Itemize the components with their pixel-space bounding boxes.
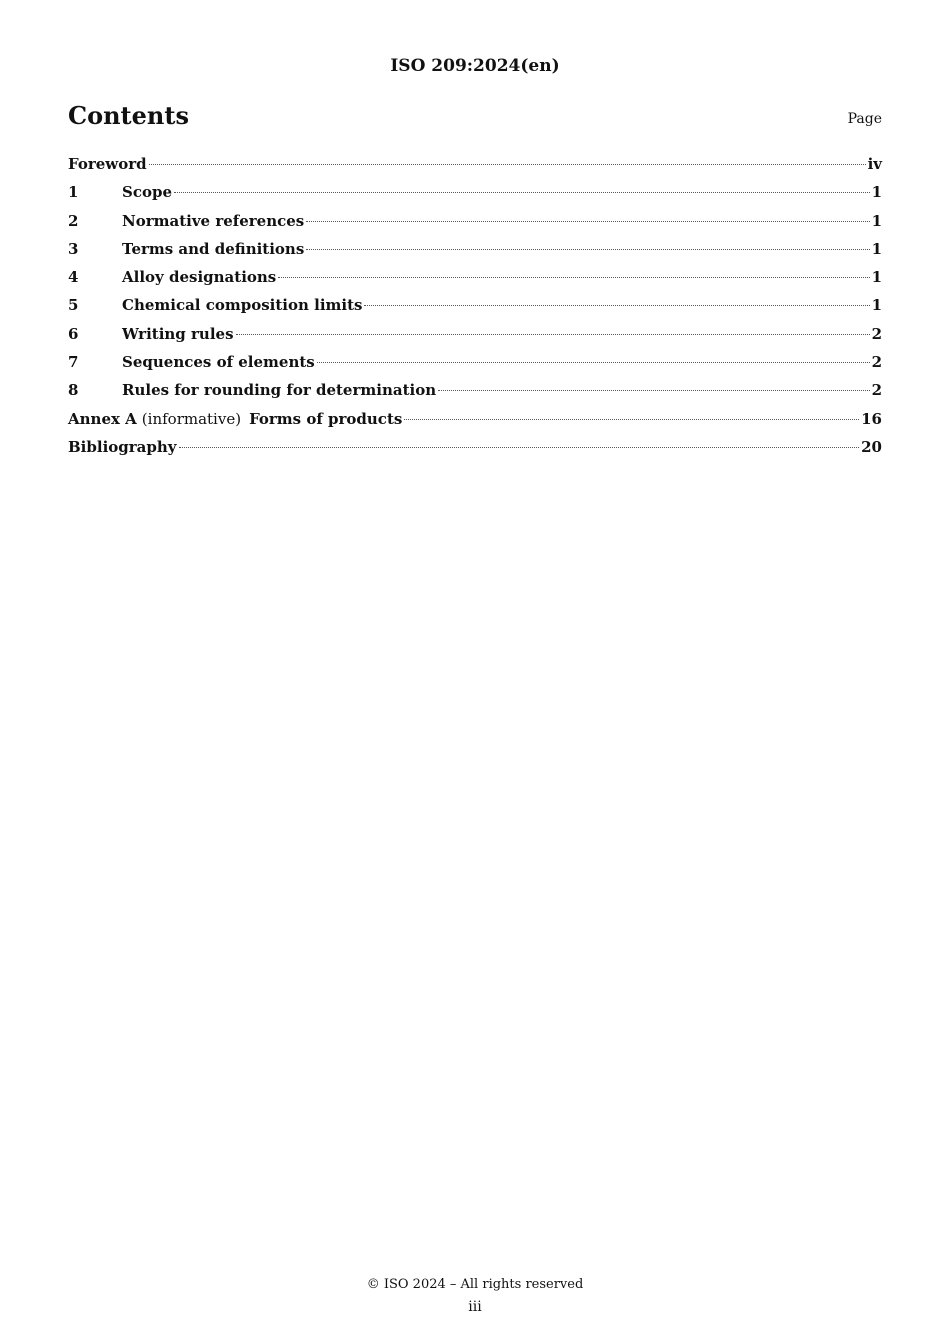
toc-entry-title: Scope <box>122 183 173 202</box>
toc-entry-rules-for-rounding[interactable] <box>68 376 882 404</box>
dot-leader <box>278 277 869 278</box>
page-number: iii <box>468 1299 482 1315</box>
toc-entry-number: 4 <box>68 268 79 287</box>
toc-entry-number: 5 <box>68 296 79 315</box>
toc-entry-number: 8 <box>68 381 79 400</box>
toc-entry-title: Sequences of elements <box>122 353 315 372</box>
dot-leader <box>317 362 870 363</box>
toc-entry-foreword[interactable] <box>68 150 882 178</box>
dot-leader <box>438 390 869 391</box>
toc-entry-page: 20 <box>861 437 882 456</box>
toc-entry-title: Chemical composition limits <box>122 296 363 315</box>
toc-entry-page: 1 <box>871 211 882 230</box>
toc-entry-chemical-composition-limits[interactable] <box>68 291 882 319</box>
toc-entry-page: 16 <box>861 409 882 428</box>
toc-entry-title: Alloy designations <box>122 268 277 287</box>
dot-leader <box>404 419 859 420</box>
toc-entry-page: 1 <box>871 183 882 202</box>
dot-leader <box>306 249 869 250</box>
toc-entry-page: 2 <box>871 381 882 400</box>
toc-entry-number: 3 <box>68 239 79 258</box>
toc-entry-title: Normative references <box>122 211 305 230</box>
contents-heading: Contents <box>68 101 189 130</box>
toc-entry-number: 2 <box>68 211 79 230</box>
toc-entry-title: Bibliography <box>68 437 177 456</box>
toc-annex-prefix: Annex A <box>68 409 137 428</box>
toc-entry-scope[interactable] <box>68 178 882 206</box>
toc-entry-title: Foreword <box>68 155 147 173</box>
toc-entry-annex-a[interactable] <box>68 405 882 433</box>
toc-entry-alloy-designations[interactable] <box>68 263 882 291</box>
toc-entry-bibliography[interactable] <box>68 433 882 461</box>
toc-entry-page: 1 <box>871 296 882 315</box>
toc-entry-terms-and-definitions[interactable] <box>68 235 882 263</box>
dot-leader <box>174 192 870 193</box>
toc-entry-number: 6 <box>68 324 79 343</box>
toc-entry-title: Rules for rounding for determination <box>122 381 437 400</box>
toc-entry-sequences-of-elements[interactable] <box>68 348 882 376</box>
toc-entry-page: 1 <box>871 239 882 258</box>
toc-entry-title: Terms and definitions <box>122 239 305 258</box>
toc-entry-page: 2 <box>871 324 882 343</box>
toc-entry-page: 1 <box>871 268 882 287</box>
document-id: ISO 209:2024(en) <box>390 56 560 76</box>
toc-entry-title: Writing rules <box>122 324 234 343</box>
dot-leader <box>179 447 860 448</box>
toc-entry-title: Forms of products <box>249 409 403 428</box>
toc-entry-page: iv <box>867 155 882 173</box>
toc-entry-number: 1 <box>68 183 79 202</box>
toc-entry-writing-rules[interactable] <box>68 320 882 348</box>
copyright-notice: © ISO 2024 – All rights reserved <box>366 1277 584 1292</box>
toc-entry-normative-references[interactable] <box>68 207 882 235</box>
dot-leader <box>236 334 870 335</box>
dot-leader <box>306 221 869 222</box>
dot-leader <box>364 305 869 306</box>
table-of-contents <box>68 150 882 461</box>
dot-leader <box>149 164 866 165</box>
toc-entry-page: 2 <box>871 353 882 372</box>
toc-annex-informative: (informative) <box>141 409 242 428</box>
page-column-label: Page <box>847 111 882 127</box>
toc-entry-number: 7 <box>68 353 79 372</box>
